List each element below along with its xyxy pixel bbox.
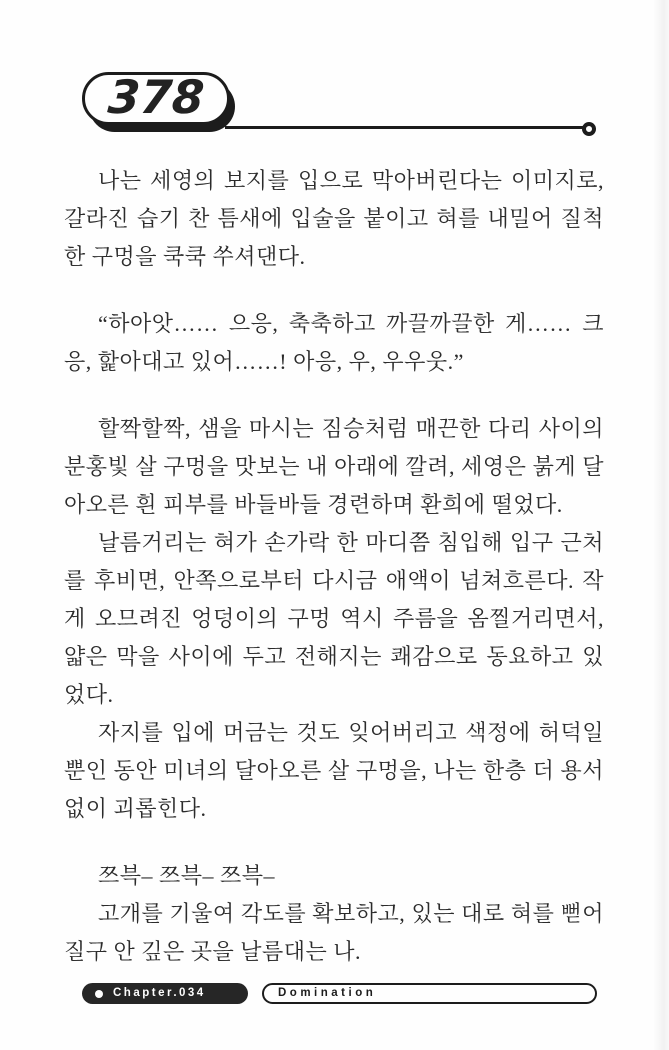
- header-rule-line: [225, 126, 585, 129]
- book-title-label: Domination: [278, 987, 377, 1000]
- body-paragraph: 할짝할짝, 샘을 마시는 짐승처럼 매끈한 다리 사이의 분홍빛 살 구멍을 맛보는 내 아래에 깔려, 세영은 붉게 달아오른 흰 피부를 바들바들 경련하며 환희에 떨었다.: [64, 416, 604, 517]
- chapter-badge: [82, 983, 248, 1004]
- body-paragraph: 고개를 기울여 각도를 확보하고, 있는 대로 혀를 뻗어 질구 안 깊은 곳을 날름대는 나.: [64, 901, 604, 964]
- body-paragraph: “하아앗…… 으응, 축축하고 까끌까끌한 게…… 크응, 핥아대고 있어……! 아응, 우, 우우웃.”: [64, 311, 604, 374]
- bullet-dot-icon: [95, 990, 103, 998]
- body-paragraph: 나는 세영의 보지를 입으로 막아버린다는 이미지로, 갈라진 습기 찬 틈새에 입술을 붙이고 혀를 내밀어 질척한 구멍을 쿡쿡 쑤셔댄다.: [64, 168, 604, 269]
- body-text: [64, 162, 604, 971]
- page-number: 378: [106, 70, 207, 124]
- body-paragraph: 쯔븍– 쯔븍– 쯔븍–: [98, 863, 276, 888]
- book-title-badge: [262, 983, 597, 1004]
- page-number-badge: [82, 72, 230, 125]
- line-end-ring-icon: [582, 122, 596, 136]
- body-paragraph: 자지를 입에 머금는 것도 잊어버리고 색정에 허덕일 뿐인 동안 미녀의 달아오른 살 구멍을, 나는 한층 더 용서 없이 괴롭힌다.: [64, 720, 604, 821]
- body-paragraph: 날름거리는 혀가 손가락 한 마디쯤 침입해 입구 근처를 후비면, 안쪽으로부터 다시금 애액이 넘쳐흐른다. 작게 오므려진 엉덩이의 구멍 역시 주름을 옴찔거리면서, 얇은 막을 사이에 두고 전해지는 쾌감으로 동요하고 있었다.: [64, 530, 604, 707]
- chapter-label: Chapter.034: [113, 987, 206, 1000]
